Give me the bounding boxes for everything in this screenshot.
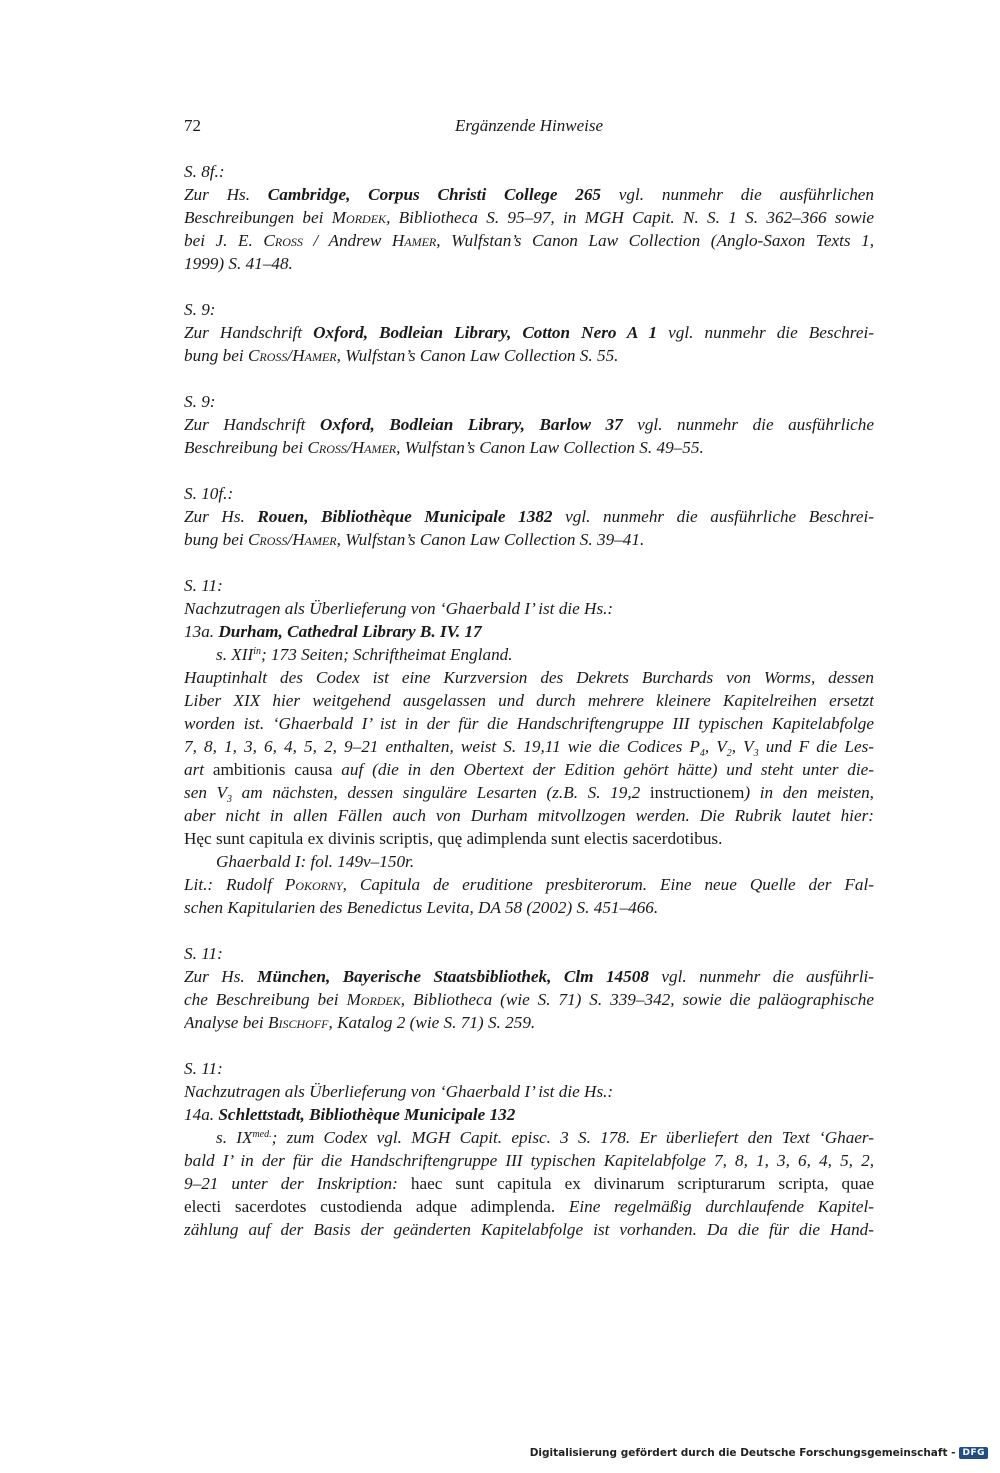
note-s9-cotton (184, 298, 874, 367)
author-name: Cross/Hamer (307, 438, 397, 457)
author-name: Cross/Hamer (247, 530, 337, 549)
note-line: Nachzutragen als Überlieferung von ‘Ghaerbald I’ ist die Hs.: (184, 599, 614, 618)
page-body (184, 160, 874, 1264)
author-name: Pokorny (284, 875, 343, 894)
note-line: bung bei Cross/Hamer, Wulfstan’s Canon Law Collection S. 39–41. (184, 530, 645, 549)
latin-quote: ambitionis causa (212, 760, 333, 779)
note-line: Liber XIX hier weitgehend ausgelassen und durch mehrere kleinere Kapitelreihen ersetzt (184, 691, 874, 710)
note-heading: S. 9: (184, 300, 216, 319)
note-heading: S. 11: (184, 1059, 223, 1078)
note-line: zählung auf der Basis der geänderten Kapitelabfolge ist vorhanden. Da die für die Hand- (184, 1220, 874, 1239)
running-title: Ergänzende Hinweise (454, 116, 604, 135)
note-heading: S. 9: (184, 392, 216, 411)
note-s11-munich (184, 942, 874, 1034)
manuscript-name: Rouen, Bibliothèque Municipale 1382 (257, 507, 553, 526)
note-heading: S. 8f.: (184, 162, 225, 181)
note-heading: S. 10f.: (184, 484, 234, 503)
manuscript-name: Durham, Cathedral Library B. IV. 17 (218, 622, 482, 641)
author-name: Hamer (391, 231, 437, 250)
note-line: Nachzutragen als Überlieferung von ‘Ghaerbald I’ ist die Hs.: (184, 1082, 614, 1101)
note-line: art ambitionis causa auf (die in den Obertext der Edition gehört hätte) und steht unter die- (184, 760, 874, 779)
note-heading: S. 11: (184, 576, 223, 595)
author-name: Cross (263, 231, 303, 250)
note-line: 7, 8, 1, 3, 6, 4, 5, 2, 9–21 enthalten, weist S. 19,11 wie die Codices $P_4$, $V_2$, $V_3$ und F die Les- (184, 737, 874, 758)
note-line: Beschreibungen bei Mordek, Bibliotheca S. 95–97, in MGH Capit. N. S. 1 S. 362–366 sowie (184, 208, 874, 227)
note-line: Zur Handschrift Oxford, Bodleian Library, Barlow 37 vgl. nunmehr die ausführliche (184, 415, 874, 434)
note-line: Zur Hs. München, Bayerische Staatsbibliothek, Clm 14508 vgl. nunmehr die ausführli- (184, 967, 874, 986)
note-line: Zur Hs. Rouen, Bibliothèque Municipale 1382 vgl. nunmehr die ausführliche Beschrei- (184, 507, 874, 526)
note-line: 1999) S. 41–48. (184, 254, 293, 273)
note-line: Hauptinhalt des Codex ist eine Kurzversion des Dekrets Burchards von Worms, dessen (184, 668, 874, 687)
page-number: 72 (184, 116, 201, 135)
note-s9-barlow (184, 390, 874, 459)
manuscript-name: Cambridge, Corpus Christi College 265 (267, 185, 602, 204)
manuscript-name: München, Bayerische Staatsbibliothek, Clm 14508 (257, 967, 649, 986)
note-line: Analyse bei Bischoff, Katalog 2 (wie S. 71) S. 259. (184, 1013, 536, 1032)
note-line: schen Kapitularien des Benedictus Levita, DA 58 (2002) S. 451–466. (184, 898, 659, 917)
dfg-logo: DFG (959, 1447, 988, 1459)
manuscript-name: Oxford, Bodleian Library, Barlow 37 (319, 415, 623, 434)
note-s11-durham (184, 574, 874, 919)
note-line: Beschreibung bei Cross/Hamer, Wulfstan’s Canon Law Collection S. 49–55. (184, 438, 704, 457)
note-line: Zur Handschrift Oxford, Bodleian Library, Cotton Nero A 1 vgl. nunmehr die Beschrei- (184, 323, 874, 342)
note-line: che Beschreibung bei Mordek, Bibliotheca (wie S. 71) S. 339–342, sowie die paläographische (184, 990, 874, 1009)
author-name: Mordek (331, 208, 387, 227)
manuscript-name: Oxford, Bodleian Library, Cotton Nero A 1 (313, 323, 658, 342)
note-line: Zur Hs. Cambridge, Corpus Christi College 265 vgl. nunmehr die ausführlichen (184, 185, 874, 204)
note-line: bung bei Cross/Hamer, Wulfstan’s Canon Law Collection S. 55. (184, 346, 619, 365)
note-line: 9–21 unter der Inskription: haec sunt capitula ex divinarum scripturarum scripta, quae (184, 1174, 874, 1193)
note-line: worden ist. ‘Ghaerbald I’ ist in der für die Handschriftengruppe III typischen Kapitelabfolge (184, 714, 874, 733)
note-line: bei J. E. Cross / Andrew Hamer, Wulfstan’s Canon Law Collection (Anglo-Saxon Texts 1, (184, 231, 874, 250)
latin-quote: electi sacerdotes custodienda adque adimplenda. (184, 1197, 556, 1216)
note-line: bald I’ in der für die Handschriftengruppe III typischen Kapitelabfolge 7, 8, 1, 3, 6, 4, 5, 2, (184, 1151, 874, 1170)
author-name: Mordek (346, 990, 401, 1009)
note-line: electi sacerdotes custodienda adque adimplenda. Eine regelmäßig durchlaufende Kapitel- (184, 1197, 874, 1216)
note-heading: S. 11: (184, 944, 223, 963)
note-line: s. $XII^{in}$; 173 Seiten; Schriftheimat England. (216, 645, 513, 664)
note-s8f (184, 160, 874, 275)
author-name: Bischoff (268, 1013, 329, 1032)
footer-text: Digitalisierung gefördert durch die Deutsche Forschungsgemeinschaft - (529, 1447, 956, 1459)
digitization-footer (530, 1445, 988, 1461)
page-header (184, 116, 874, 140)
note-line: 14a. Schlettstadt, Bibliothèque Municipale 132 (184, 1105, 516, 1124)
author-name: Cross/Hamer (247, 346, 337, 365)
manuscript-name: Schlettstadt, Bibliothèque Municipale 132 (218, 1105, 516, 1124)
note-line: sen $V_3$ am nächsten, dessen singuläre Lesarten (z.B. S. 19,2 instructionem) in den meisten, (184, 783, 874, 804)
note-s11-schlettstadt (184, 1057, 874, 1241)
note-line: Ghaerbald I: fol. 149v–150r. (216, 852, 415, 871)
latin-quote: instructionem (649, 783, 745, 802)
note-line: aber nicht in allen Fällen auch von Durham mitvollzogen werden. Die Rubrik lautet hier: (184, 806, 874, 825)
note-line: Lit.: Rudolf Pokorny, Capitula de eruditione presbiterorum. Eine neue Quelle der Fal- (184, 875, 874, 894)
latin-quote: haec sunt capitula ex divinarum scripturarum scripta, quae (397, 1174, 874, 1193)
note-s10f (184, 482, 874, 551)
latin-rubric: Hęc sunt capitula ex divinis scriptis, quę adimplenda sunt electis sacerdotibus. (184, 829, 723, 848)
note-line: s. $IX^{med.}$; zum Codex vgl. MGH Capit. episc. 3 S. 178. Er überliefert den Text ‘Ghaer- (216, 1128, 874, 1147)
note-line: 13a. Durham, Cathedral Library B. IV. 17 (184, 622, 482, 641)
